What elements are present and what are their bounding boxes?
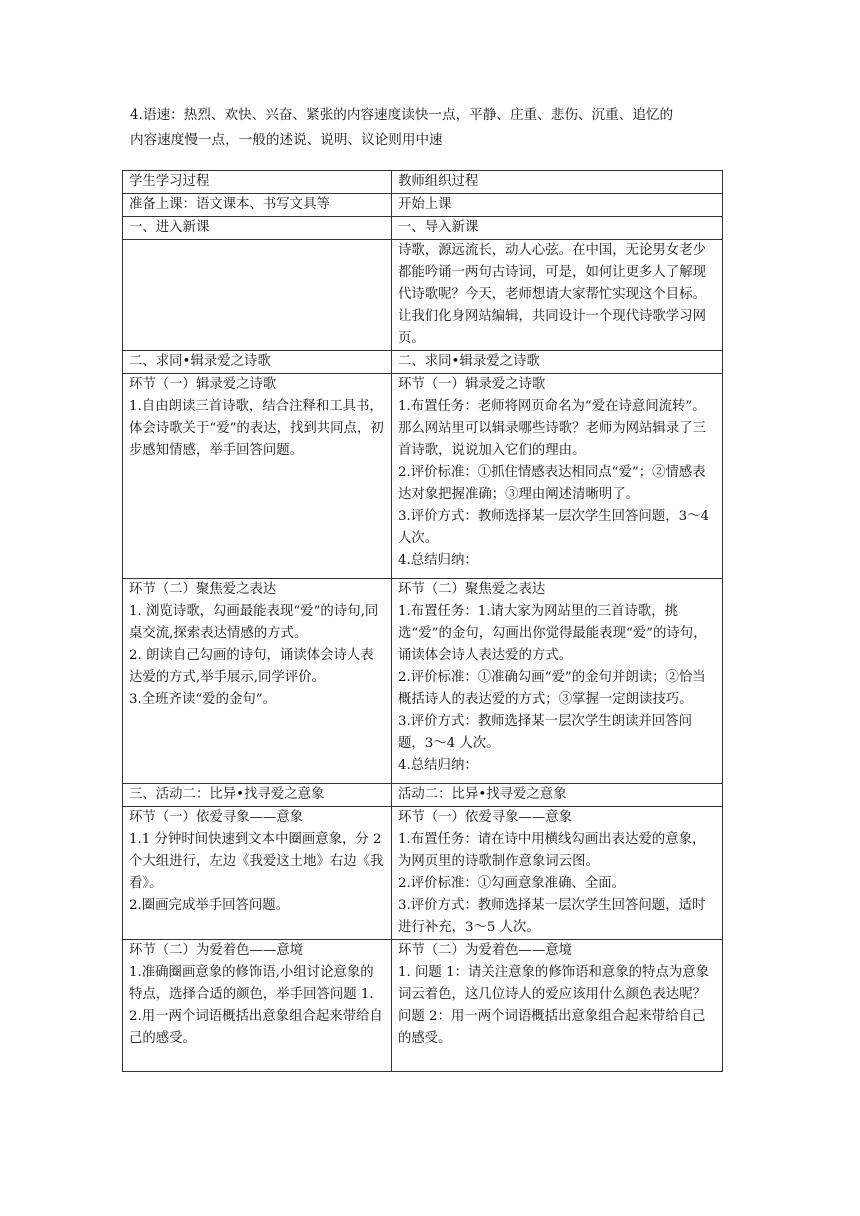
cell-text-line: 1.1 分钟时间快速到文本中圈画意象，分 2 个大组进行，左边《我爱这土地》右边《我看》。 [129,832,384,891]
cell-text-line: 2.圈画完成举手回答问题。 [129,898,290,913]
teacher-process-cell [392,217,723,240]
cell-text-line: 开始上课 [398,197,452,212]
intro-line: 4.语速：热烈、欢快、兴奋、紧张的内容速度读快一点，平静、庄重、悲伤、沉重、追忆的 [130,107,674,123]
teacher-process-cell [392,240,723,351]
cell-text-line: 环节（二）聚焦爱之表达 [129,582,277,597]
table-header-row [123,171,723,194]
teacher-process-cell [392,194,723,217]
header-teacher-process: 教师组织过程 [392,171,723,194]
cell-text-line: 1.准确圈画意象的修饰语,小组讨论意象的特点，选择合适的颜色，举手回答问题 1. [129,965,374,1002]
header-student-process: 学生学习过程 [123,171,392,194]
cell-text-line: 一、进入新课 [129,220,210,235]
cell-text-line: 活动二：比异•找寻爱之意象 [398,787,567,802]
student-process-cell [123,579,392,784]
cell-text-line: 环节（二）聚焦爱之表达 [398,582,546,597]
cell-text-line: 环节（一）依爱寻象——意象 [129,810,304,825]
cell-text-line: 问题 2：用一两个词语概括出意象组合起来带给自己的感受。 [398,1009,706,1046]
table-row [123,940,723,1072]
table-row [123,374,723,579]
cell-text-line: 环节（一）依爱寻象——意象 [398,810,573,825]
cell-text-line: 2.评价标准：①准确勾画“爱”的金句并朗读；②恰当概括诗人的表达爱的方式；③掌握一定朗读技巧。 [398,670,706,707]
table-row [123,240,723,351]
teacher-process-cell [392,351,723,374]
student-process-cell [123,194,392,217]
student-process-cell [123,351,392,374]
cell-text-line: 三、活动二：比异•找寻爱之意象 [129,787,325,802]
cell-text-line: 环节（二）为爱着色——意境 [129,943,304,958]
cell-text-line: 环节（一）辑录爱之诗歌 [129,377,277,392]
cell-text-line: 1.自由朗读三首诗歌，结合注释和工具书，体会诗歌关于“爱”的表达，找到共同点，初步感知情感，举手回答问题。 [129,399,384,458]
cell-text-line: 二、求同•辑录爱之诗歌 [398,354,540,369]
cell-text-line: 2.评价标准：①勾画意象准确、全面。 [398,876,626,891]
cell-text-line: 1.布置任务：请在诗中用横线勾画出表达爱的意象，为网页里的诗歌制作意象词云图。 [398,832,706,869]
table-row [123,194,723,217]
lesson-process-table [122,170,723,1072]
intro-line: 内容速度慢一点，一般的述说、说明、议论则用中速 [130,132,443,148]
cell-text-line: 1. 浏览诗歌，勾画最能表现“爱”的诗句,同桌交流,探索表达情感的方式。 [129,604,379,641]
cell-text-line: 诗歌，源远流长，动人心弦。在中国，无论男女老少都能吟诵一两句古诗词，可是，如何让更多人了解现代诗歌呢？今天，老师想请大家帮忙实现这个目标。让我们化身网站编辑，共同设计一个现代诗歌学习网页。 [398,243,706,346]
cell-text-line: 3.评价方式：教师选择某一层次学生朗读并回答问题，3～4 人次。 [398,714,692,751]
table-row [123,807,723,940]
table-row [123,579,723,784]
cell-text-line: 1.布置任务：1.请大家为网站里的三首诗歌，挑选“爱”的金句，勾画出你觉得最能表现“爱”的诗句，诵读体会诗人表达爱的方式。 [398,604,707,663]
student-process-cell [123,940,392,1072]
cell-text-line: 3.评价方式：教师选择某一层次学生回答问题，适时进行补充，3～5 人次。 [398,898,706,935]
cell-text-line: 2. 朗读自己勾画的诗句，诵读体会诗人表达爱的方式,举手展示,同学评价。 [129,648,374,685]
cell-text-line: 3.全班齐读“爱的金句”。 [129,692,276,707]
cell-text-line: 2.评价标准：①抓住情感表达相同点“爱”；②情感表达对象把握准确；③理由阐述清晰明了。 [398,465,706,502]
student-process-cell [123,217,392,240]
cell-text-line: 4.总结归纳： [398,553,478,568]
table-body [123,194,723,1072]
teacher-process-cell [392,807,723,940]
cell-text-line: 二、求同•辑录爱之诗歌 [129,354,271,369]
cell-text-line: 环节（二）为爱着色——意境 [398,943,573,958]
cell-text-line: 3.评价方式：教师选择某一层次学生回答问题，3～4 人次。 [398,509,710,546]
cell-text-line: 1. 问题 1：请关注意象的修饰语和意象的特点为意象词云着色，这几位诗人的爱应该用什么颜色表达呢？ [398,965,710,1002]
teacher-process-cell [392,940,723,1072]
teacher-process-cell [392,784,723,807]
table-row [123,351,723,374]
student-process-cell [123,784,392,807]
student-process-cell [123,240,392,351]
table-row [123,217,723,240]
cell-text-line: 环节（一）辑录爱之诗歌 [398,377,546,392]
teacher-process-cell [392,579,723,784]
cell-text-line: 4.总结归纳： [398,758,478,773]
cell-text-line: 准备上课：语文课本、书写文具等 [129,197,330,212]
cell-text-line: 2.用一两个词语概括出意象组合起来带给自己的感受。 [129,1009,383,1046]
teacher-process-cell [392,374,723,579]
student-process-cell [123,374,392,579]
student-process-cell [123,807,392,940]
intro-paragraph [130,103,736,153]
cell-text-line: 1.布置任务：老师将网页命名为“爱在诗意间流转”。那么网站里可以辑录哪些诗歌？老师为网站辑录了三首诗歌，说说加入它们的理由。 [398,399,706,458]
cell-text-line: 一、导入新课 [398,220,479,235]
table-row [123,784,723,807]
